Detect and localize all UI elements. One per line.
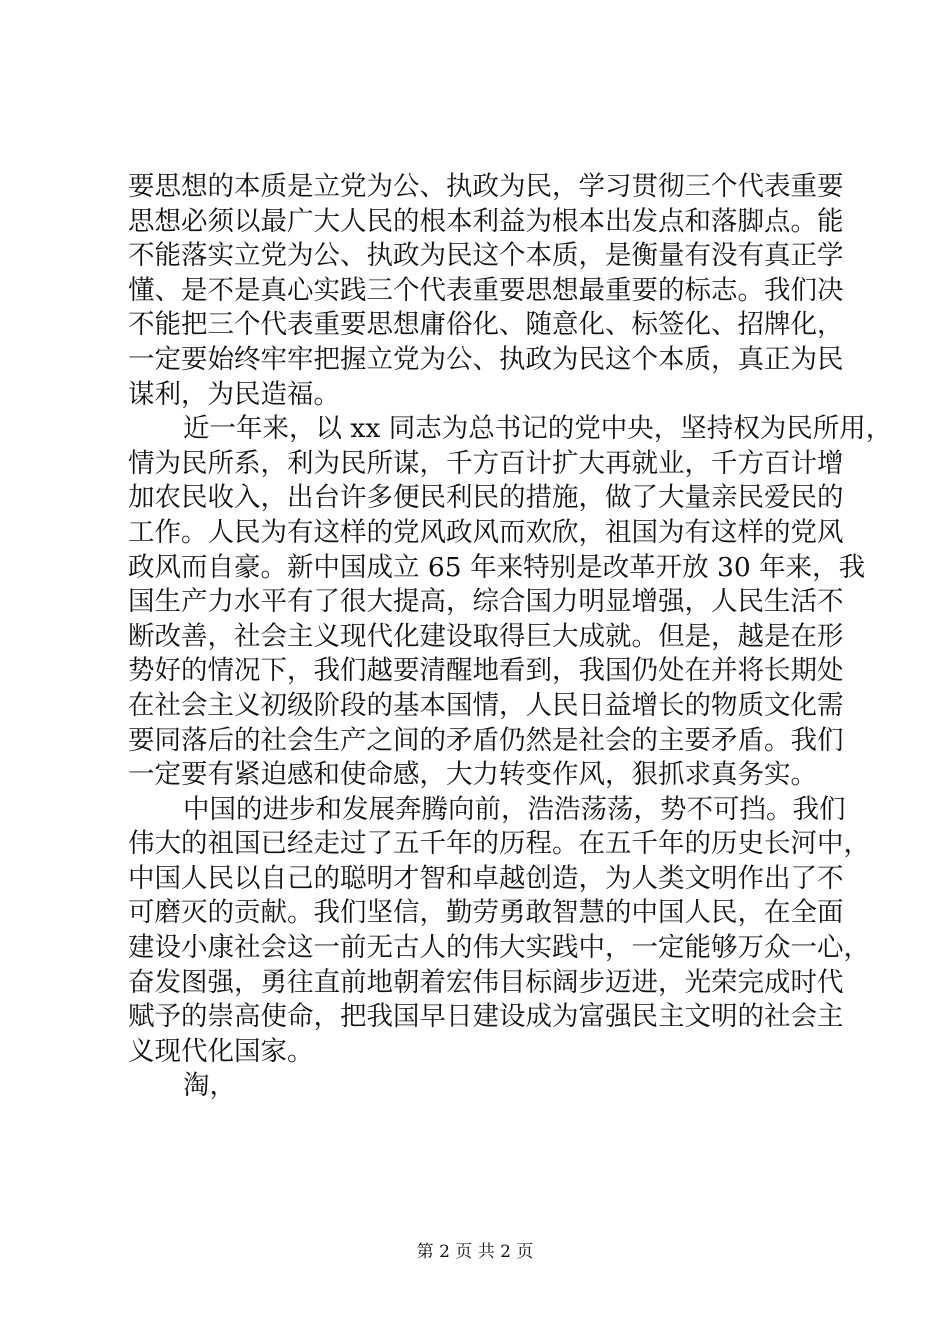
- text-line: 一定要有紧迫感和使命感，大力转变作风，狠抓求真务实。: [128, 759, 817, 791]
- text-line: 中国的进步和发展奔腾向前，浩浩荡荡，势不可挡。我们: [183, 793, 846, 825]
- text-line: 断改善，社会主义现代化建设取得巨大成就。但是，越是在形: [128, 620, 844, 652]
- paragraph-2: [128, 412, 893, 793]
- page-footer: [0, 1240, 950, 1264]
- body-text: [128, 170, 893, 1104]
- text-line: 国生产力水平有了很大提高，综合国力明显增强，人民生活不: [128, 586, 844, 618]
- text-line: 要思想的本质是立党为公、执政为民，学习贯彻三个代表重要: [128, 171, 844, 202]
- text-line: 政风而自豪。新中国成立 65 年来特别是改革开放 30 年来，我: [128, 551, 866, 583]
- text-line: 谋利，为民造福。: [128, 378, 340, 410]
- text-line: 一定要始终牢牢把握立党为公、执政为民这个本质，真正为民: [128, 343, 844, 375]
- text-line: 近一年来，以 xx 同志为总书记的党中央，坚持权为民所用，: [183, 413, 893, 445]
- text-line: 不能落实立党为公、执政为民这个本质，是衡量有没有真正学: [128, 240, 844, 272]
- text-line: 懂、是不是真心实践三个代表重要思想最重要的标志。我们决: [128, 274, 844, 306]
- text-line: 不能把三个代表重要思想庸俗化、随意化、标签化、招牌化，: [128, 309, 844, 341]
- text-line: 势好的情况下，我们越要清醒地看到，我国仍处在并将长期处: [128, 655, 844, 687]
- page-number-label: 第 2 页 共 2 页: [416, 1242, 534, 1262]
- paragraph-3: [128, 793, 870, 1070]
- text-line: 在社会主义初级阶段的基本国情，人民日益增长的物质文化需: [128, 689, 844, 721]
- text-line: 要同落后的社会生产之间的矛盾仍然是社会的主要矛盾。我们: [128, 724, 844, 756]
- text-line: 中国人民以自己的聪明才智和卓越创造，为人类文明作出了不: [128, 862, 844, 894]
- text-line: 建设小康社会这一前无古人的伟大实践中，一定能够万众一心，: [128, 932, 870, 964]
- paragraph-1: [128, 170, 844, 412]
- text-line: 情为民所系，利为民所谋，千方百计扩大再就业，千方百计增: [128, 447, 844, 479]
- text-line: 赋予的崇高使命，把我国早日建设成为富强民主文明的社会主: [128, 1001, 844, 1033]
- text-line: 工作。人民为有这样的党风政风而欢欣，祖国为有这样的党风: [128, 516, 844, 548]
- text-line: 淘，: [183, 1070, 236, 1102]
- text-line: 奋发图强，勇往直前地朝着宏伟目标阔步迈进，光荣完成时代: [128, 966, 844, 998]
- paragraph-4: [128, 1069, 828, 1104]
- text-line: 义现代化国家。: [128, 1035, 314, 1067]
- text-line: 可磨灭的贡献。我们坚信，勤劳勇敢智慧的中国人民，在全面: [128, 897, 844, 929]
- text-line: 伟大的祖国已经走过了五千年的历程。在五千年的历史长河中，: [128, 828, 870, 860]
- text-line: 思想必须以最广大人民的根本利益为根本出发点和落脚点。能: [128, 205, 844, 237]
- text-line: 加农民收入，出台许多便民利民的措施，做了大量亲民爱民的: [128, 482, 844, 514]
